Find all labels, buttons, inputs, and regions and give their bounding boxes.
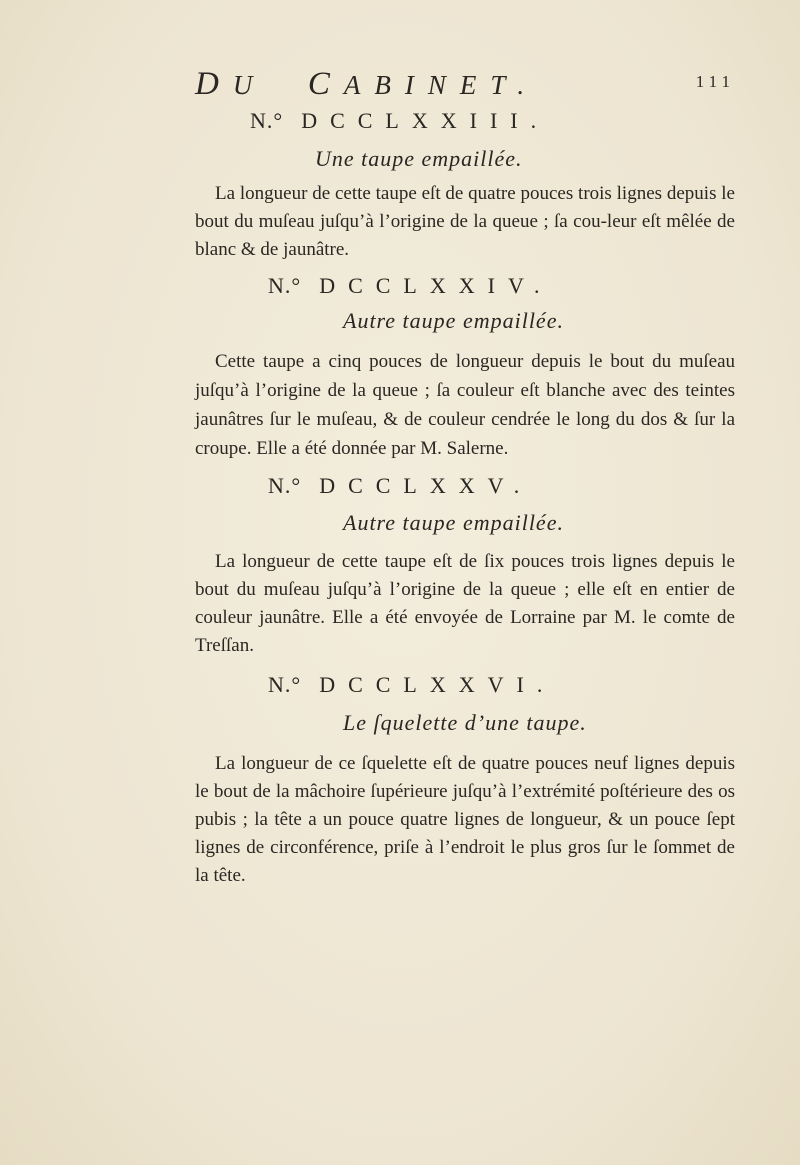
page-number: 111 xyxy=(695,72,735,91)
entry-number-roman: DCCLXXIV. xyxy=(319,273,553,298)
entry-number-roman: DCCLXXIII. xyxy=(301,108,550,133)
entry-body-775: La longueur de cette taupe eſt de ſix pouces trois lignes depuis le bout du muſeau juſqu’à l’origine de la queue ; elle eſt en entier de couleur jaunâtre. Elle a été envoyée de Lorraine par M. le comte de Treſſan. xyxy=(195,551,735,656)
entry-body-773: La longueur de cette taupe eſt de quatre pouces trois lignes depuis le bout du muſeau juſqu’à l’origine de la queue ; ſa cou-leur eſt mêlée de blanc & de jaunâtre. xyxy=(195,183,735,260)
running-head-initial-1: D xyxy=(195,66,233,102)
running-head-initial-2: C xyxy=(307,66,344,102)
entry-number-prefix: N.° xyxy=(268,672,302,697)
entry-number-prefix: N.° xyxy=(268,473,302,498)
entry-number-774 xyxy=(268,273,553,299)
entry-title-774: Autre taupe empaillée. xyxy=(343,308,564,333)
entry-number-775 xyxy=(268,473,532,499)
running-head xyxy=(195,66,538,103)
entry-number-prefix: N.° xyxy=(268,273,302,298)
entry-number-roman: DCCLXXV. xyxy=(319,473,533,498)
entry-title-776: Le ſquelette d’une taupe. xyxy=(343,710,587,735)
running-head-rest-2: ABINET. xyxy=(343,70,539,100)
entry-title-775: Autre taupe empaillée. xyxy=(343,510,564,535)
running-header xyxy=(195,66,735,100)
entry-body-776: La longueur de ce ſquelette eſt de quatre pouces neuf lignes depuis le bout de la mâchoire ſupérieure juſqu’à l’extrémité poſtérieure des os pubis ; la tête a un pouce quatre lignes de longueur, & un pouce ſept lignes de circonférence, priſe à l’endroit le plus gros ſur le ſommet de la tête. xyxy=(195,753,735,886)
entry-number-776 xyxy=(268,672,555,698)
entry-body-774: Cette taupe a cinq pouces de longueur depuis le bout du muſeau juſqu’à l’origine de la queue ; ſa couleur eſt blanche avec des teintes jaunâtres ſur le muſeau, & de couleur cendrée le long du dos & ſur la croupe. Elle a été donnée par M. Salerne. xyxy=(195,351,735,459)
entry-number-prefix: N.° xyxy=(250,108,284,133)
entry-number-773 xyxy=(250,108,549,134)
entry-number-roman: DCCLXXVI. xyxy=(319,672,556,697)
running-head-rest-1: U xyxy=(232,70,267,100)
entry-title-773: Une taupe empaillée. xyxy=(315,146,523,171)
